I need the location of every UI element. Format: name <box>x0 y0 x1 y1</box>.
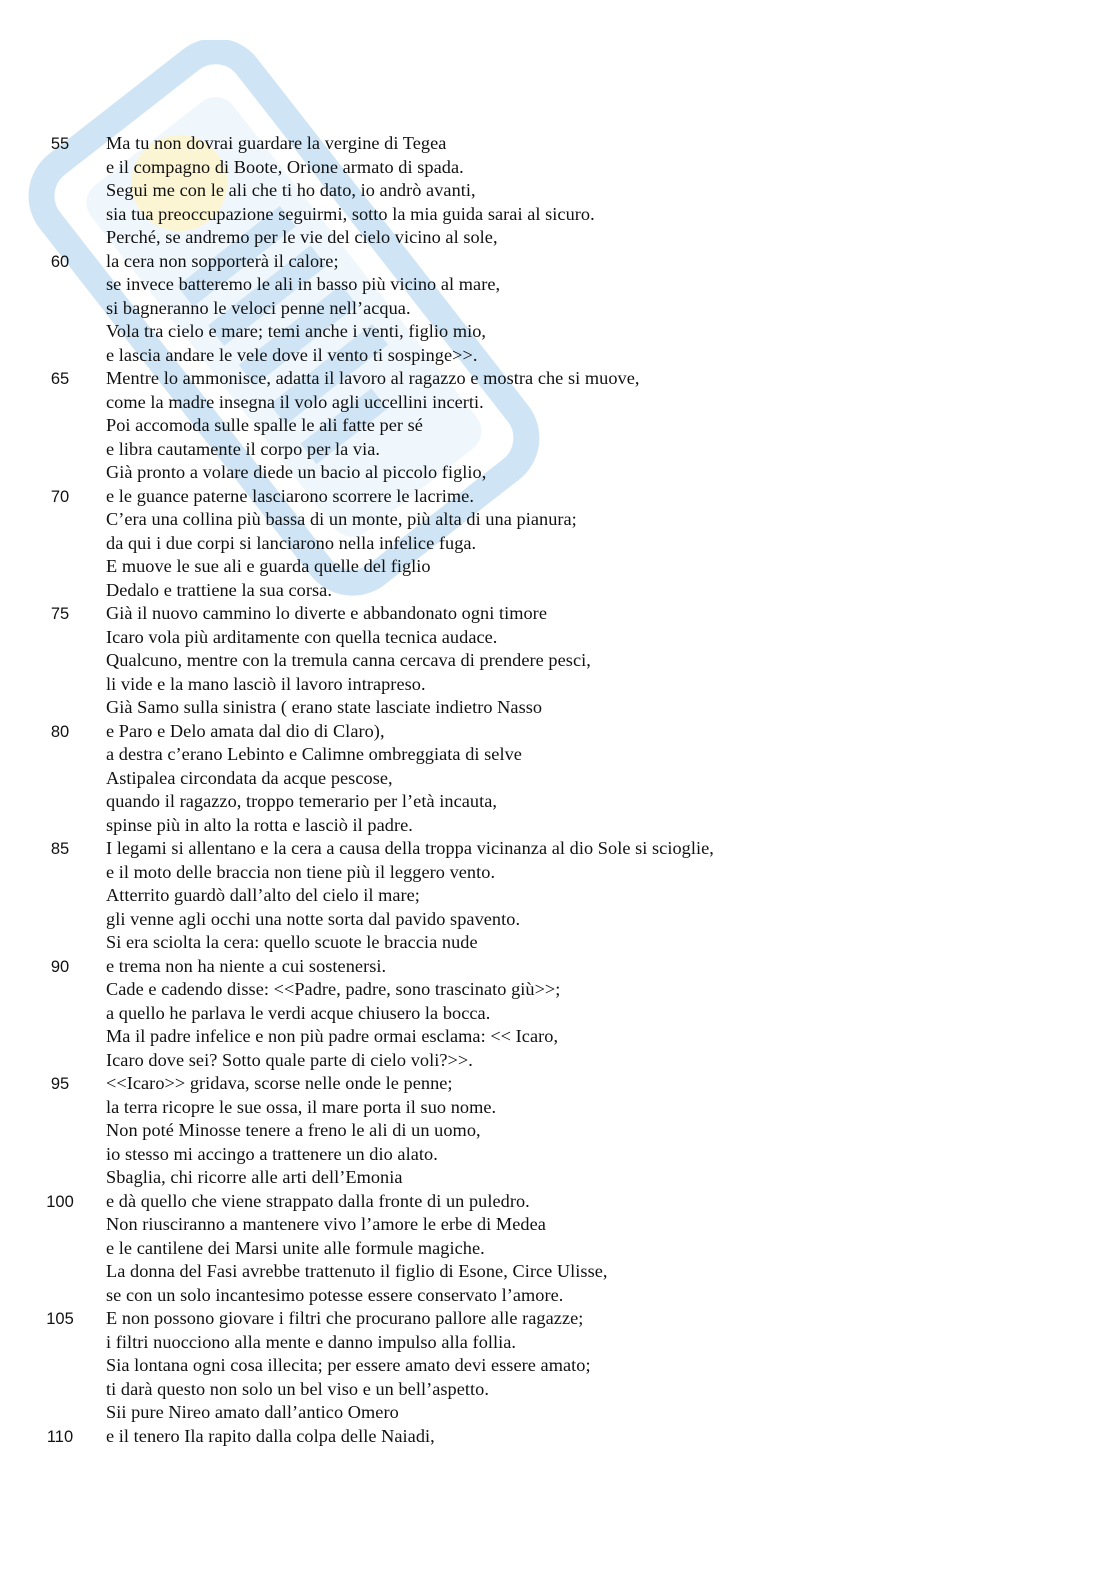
poem-verses <box>0 133 1116 1449</box>
verse-line <box>0 1191 1116 1215</box>
verse-line <box>0 227 1116 251</box>
verse-line <box>0 133 1116 157</box>
line-number: 75 <box>50 605 70 623</box>
verse-text: E muove le sue ali e guarda quelle del figlio <box>106 556 431 576</box>
verse-line <box>0 1379 1116 1403</box>
verse-line <box>0 1097 1116 1121</box>
verse-line <box>0 556 1116 580</box>
verse-text: e il moto delle braccia non tiene più il leggero vento. <box>106 861 496 882</box>
verse-text: Sii pure Nireo amato dall’antico Omero <box>106 1402 399 1422</box>
verse-line <box>0 885 1116 909</box>
verse-text: e libra cautamente il corpo per la via. <box>106 438 381 459</box>
line-number: 85 <box>50 840 70 858</box>
verse-text: Non riusciranno a mantenere vivo l’amore le erbe di Medea <box>106 1214 546 1234</box>
verse-line <box>0 650 1116 674</box>
verse-line <box>0 603 1116 627</box>
verse-line <box>0 627 1116 651</box>
verse-text: quando il ragazzo, troppo temerario per l’età incauta, <box>106 791 497 811</box>
verse-text: a quello he parlava le verdi acque chiusero la bocca. <box>106 1002 491 1023</box>
verse-line <box>0 1238 1116 1262</box>
verse-line <box>0 486 1116 510</box>
verse-text: la cera non sopporterà il calore; <box>106 250 339 271</box>
verse-text: a destra c’erano Lebinto e Calimne ombreggiata di selve <box>106 744 522 764</box>
verse-text: io stesso mi accingo a trattenere un dio alato. <box>106 1143 438 1164</box>
verse-line <box>0 180 1116 204</box>
verse-line <box>0 345 1116 369</box>
verse-text: Cade e cadendo disse: <<Padre, padre, sono trascinato giù>>; <box>106 979 561 999</box>
verse-text: e lascia andare le vele dove il vento ti sospinge>>. <box>106 344 478 365</box>
verse-line <box>0 838 1116 862</box>
verse-text: e le guance paterne lasciarono scorrere le lacrime. <box>106 485 474 506</box>
verse-line <box>0 533 1116 557</box>
verse-text: e il tenero Ila rapito dalla colpa delle Naiadi, <box>106 1425 435 1446</box>
verse-line <box>0 1003 1116 1027</box>
verse-text: gli venne agli occhi una notte sorta dal pavido spavento. <box>106 908 521 929</box>
verse-line <box>0 251 1116 275</box>
verse-line <box>0 674 1116 698</box>
line-number: 70 <box>50 487 70 506</box>
verse-line <box>0 1285 1116 1309</box>
verse-line <box>0 462 1116 486</box>
verse-text: E non possono giovare i filtri che procurano pallore alle ragazze; <box>106 1308 584 1328</box>
verse-line <box>0 932 1116 956</box>
verse-line <box>0 979 1116 1003</box>
verse-text: Sbaglia, chi ricorre alle arti dell’Emonia <box>106 1167 403 1187</box>
verse-line <box>0 509 1116 533</box>
verse-text: Già Samo sulla sinistra ( erano state lasciate indietro Nasso <box>106 697 543 717</box>
verse-text: i filtri nuocciono alla mente e danno impulso alla follia. <box>106 1331 517 1352</box>
verse-line <box>0 744 1116 768</box>
line-number: 60 <box>50 252 70 271</box>
verse-line <box>0 697 1116 721</box>
verse-text: come la madre insegna il volo agli uccellini incerti. <box>106 391 484 412</box>
verse-line <box>0 1332 1116 1356</box>
verse-text: Già il nuovo cammino lo diverte e abbandonato ogni timore <box>106 603 547 623</box>
verse-text: Icaro vola più arditamente con quella tecnica audace. <box>106 626 498 647</box>
verse-text: se invece batteremo le ali in basso più vicino al mare, <box>106 274 501 294</box>
verse-text: I legami si allentano e la cera a causa della troppa vicinanza al dio Sole si scioglie, <box>106 838 714 858</box>
verse-text: si bagneranno le veloci penne nell’acqua. <box>106 297 411 318</box>
verse-text: Si era sciolta la cera: quello scuote le braccia nude <box>106 932 478 952</box>
verse-line <box>0 1308 1116 1332</box>
verse-line <box>0 1050 1116 1074</box>
verse-text: e le cantilene dei Marsi unite alle formule magiche. <box>106 1237 485 1258</box>
verse-line <box>0 1355 1116 1379</box>
line-number: 90 <box>50 957 70 976</box>
verse-text: Ma tu non dovrai guardare la vergine di Tegea <box>106 133 447 153</box>
verse-text: sia tua preoccupazione seguirmi, sotto la mia guida sarai al sicuro. <box>106 203 595 224</box>
verse-text: spinse più in alto la rotta e lasciò il padre. <box>106 814 413 835</box>
verse-text: Ma il padre infelice e non più padre ormai esclama: << Icaro, <box>106 1026 559 1046</box>
verse-text: e dà quello che viene strappato dalla fronte di un puledro. <box>106 1190 530 1211</box>
verse-text: li vide e la mano lasciò il lavoro intrapreso. <box>106 673 426 694</box>
verse-line <box>0 439 1116 463</box>
verse-text: Non poté Minosse tenere a freno le ali di un uomo, <box>106 1120 481 1140</box>
verse-text: Astipalea circondata da acque pescose, <box>106 767 393 788</box>
verse-line <box>0 1402 1116 1426</box>
verse-text: e Paro e Delo amata dal dio di Claro), <box>106 720 385 741</box>
line-number: 55 <box>50 135 70 153</box>
verse-line <box>0 1144 1116 1168</box>
verse-text: Perché, se andremo per le vie del cielo vicino al sole, <box>106 227 498 247</box>
verse-line <box>0 580 1116 604</box>
verse-text: Dedalo e trattiene la sua corsa. <box>106 579 332 600</box>
verse-text: Già pronto a volare diede un bacio al piccolo figlio, <box>106 462 487 482</box>
verse-line <box>0 909 1116 933</box>
verse-text: Qualcuno, mentre con la tremula canna cercava di prendere pesci, <box>106 650 591 670</box>
verse-text: ti darà questo non solo un bel viso e un bell’aspetto. <box>106 1378 489 1399</box>
verse-line <box>0 157 1116 181</box>
verse-line <box>0 1120 1116 1144</box>
verse-text: La donna del Fasi avrebbe trattenuto il figlio di Esone, Circe Ulisse, <box>106 1261 608 1281</box>
verse-line <box>0 956 1116 980</box>
verse-line <box>0 862 1116 886</box>
line-number: 105 <box>46 1310 74 1328</box>
verse-text: C’era una collina più bassa di un monte, più alta di una pianura; <box>106 509 577 529</box>
verse-text: Icaro dove sei? Sotto quale parte di cielo voli?>>. <box>106 1049 473 1070</box>
verse-text: la terra ricopre le sue ossa, il mare porta il suo nome. <box>106 1096 497 1117</box>
verse-text: e il compagno di Boote, Orione armato di spada. <box>106 156 464 177</box>
line-number: 95 <box>50 1075 70 1093</box>
verse-line <box>0 1261 1116 1285</box>
verse-text: se con un solo incantesimo potesse essere conservato l’amore. <box>106 1284 564 1305</box>
verse-line <box>0 274 1116 298</box>
verse-line <box>0 368 1116 392</box>
verse-text: Sia lontana ogni cosa illecita; per essere amato devi essere amato; <box>106 1355 591 1375</box>
verse-line <box>0 321 1116 345</box>
verse-line <box>0 791 1116 815</box>
verse-line <box>0 815 1116 839</box>
line-number: 65 <box>50 370 70 388</box>
verse-line <box>0 721 1116 745</box>
verse-line <box>0 204 1116 228</box>
verse-line <box>0 768 1116 792</box>
verse-text: Mentre lo ammonisce, adatta il lavoro al ragazzo e mostra che si muove, <box>106 368 640 388</box>
verse-text: Atterrito guardò dall’alto del cielo il mare; <box>106 885 420 905</box>
verse-line <box>0 1026 1116 1050</box>
verse-line <box>0 1167 1116 1191</box>
verse-line <box>0 1426 1116 1450</box>
line-number: 80 <box>50 722 70 741</box>
line-number: 100 <box>46 1192 74 1211</box>
verse-text: <<Icaro>> gridava, scorse nelle onde le penne; <box>106 1073 453 1093</box>
line-number: 110 <box>46 1427 74 1446</box>
verse-text: e trema non ha niente a cui sostenersi. <box>106 955 387 976</box>
verse-text: Vola tra cielo e mare; temi anche i venti, figlio mio, <box>106 321 487 341</box>
verse-line <box>0 1214 1116 1238</box>
verse-text: Poi accomoda sulle spalle le ali fatte per sé <box>106 415 423 435</box>
verse-line <box>0 1073 1116 1097</box>
verse-line <box>0 415 1116 439</box>
verse-line <box>0 298 1116 322</box>
verse-text: da qui i due corpi si lanciarono nella infelice fuga. <box>106 532 477 553</box>
verse-line <box>0 392 1116 416</box>
verse-text: Segui me con le ali che ti ho dato, io andrò avanti, <box>106 180 476 200</box>
